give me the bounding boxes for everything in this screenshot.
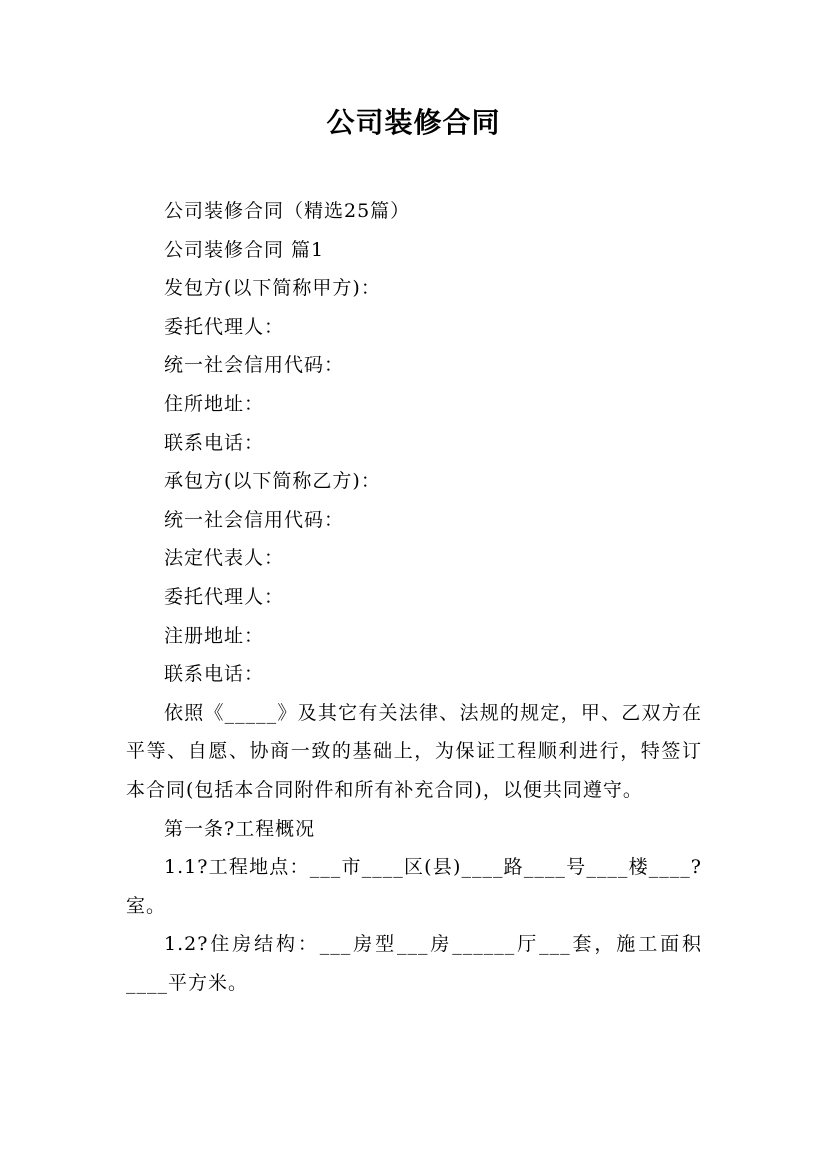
paragraph-clause-1-2: 1.2?住房结构：___房型___房______厅___套，施工面积____平方米。: [126, 933, 702, 994]
paragraph-preamble: 依照《_____》及其它有关法律、法规的规定，甲、乙双方在平等、自愿、协商一致的基础上，为保证工程顺利进行，特签订本合同(包括本合同附件和所有补充合同)，以便共同遵守。: [126, 701, 702, 801]
paragraph-section-heading: 公司装修合同 篇1: [164, 238, 325, 261]
paragraph-party-b-agent: 委托代理人：: [164, 585, 285, 608]
paragraph-party-b-credit-code: 统一社会信用代码：: [164, 508, 345, 531]
paragraph-clause-1-1: 1.1?工程地点：___市____区(县)____路____号____楼____?室。: [126, 856, 702, 917]
paragraph-party-a-credit-code: 统一社会信用代码：: [164, 354, 345, 377]
paragraph-party-a-agent: 委托代理人：: [164, 315, 285, 338]
document-body: [126, 192, 702, 1002]
paragraph-party-a-address: 住所地址：: [164, 392, 265, 415]
document-title: 公司装修合同: [326, 106, 501, 139]
paragraph-party-a-phone: 联系电话：: [164, 431, 265, 454]
paragraph-party-b-address: 注册地址：: [164, 624, 265, 647]
paragraph-subtitle: 公司装修合同（精选25篇）: [164, 200, 411, 222]
paragraph-party-b: 承包方(以下简称乙方)：: [164, 470, 381, 493]
paragraph-party-a: 发包方(以下简称甲方)：: [164, 277, 381, 300]
paragraph-article-1-heading: 第一条?工程概况: [164, 817, 316, 840]
paragraph-party-b-legal-rep: 法定代表人：: [164, 547, 285, 570]
paragraph-party-b-phone: 联系电话：: [164, 663, 265, 686]
